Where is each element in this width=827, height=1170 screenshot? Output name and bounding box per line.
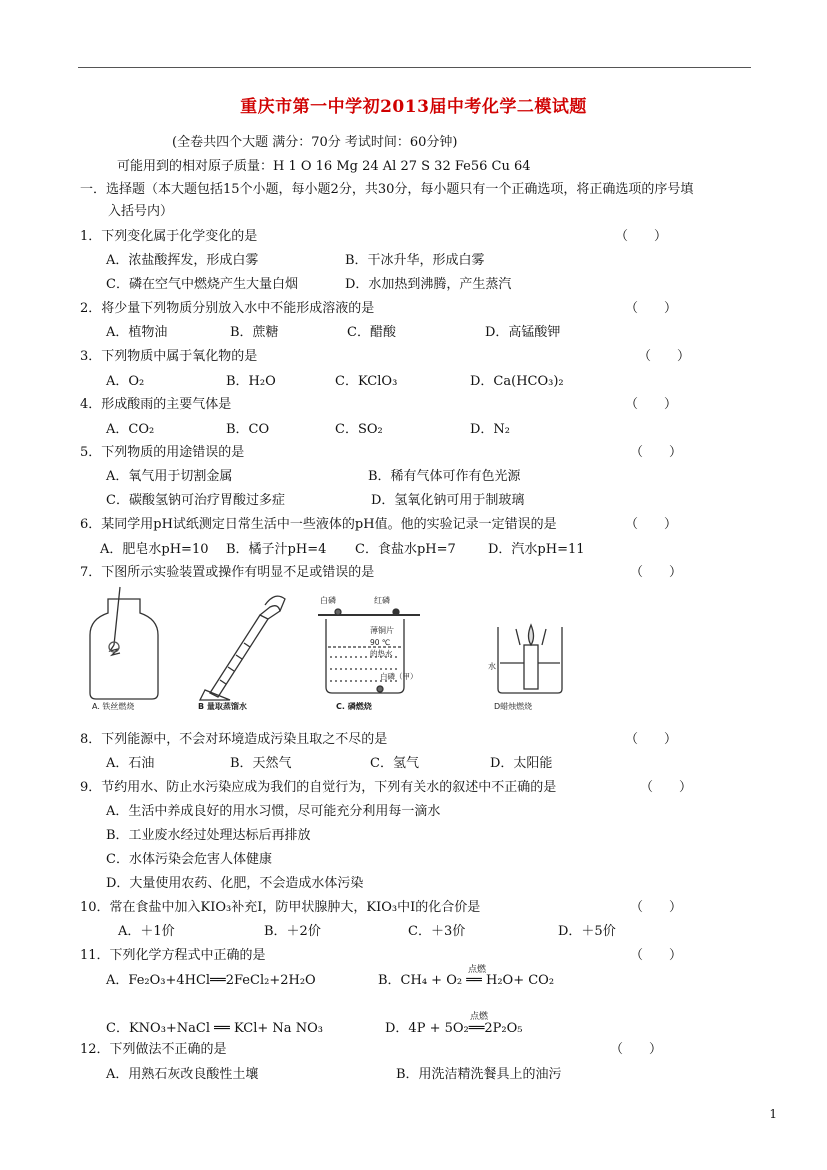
answer-paren: （ ） (625, 301, 678, 316)
hot-water-label: 的热水 (370, 649, 393, 658)
q3-option-d: D．Ca(HCO₃)₂ (470, 374, 564, 389)
question-11-stem: 11．下列化学方程式中正确的是 (80, 948, 266, 963)
q6-option-c: C．食盐水pH=7 (355, 542, 456, 557)
q5-option-b: B．稀有气体可作有色光源 (368, 469, 521, 484)
q9-option-b: B．工业废水经过处理达标后再排放 (106, 828, 311, 843)
q6-option-d: D．汽水pH=11 (488, 542, 585, 557)
figure-a-bottle (90, 587, 158, 699)
page-number: 1 (769, 1107, 777, 1121)
question-2-stem: 2．将少量下列物质分别放入水中不能形成溶液的是 (80, 301, 375, 316)
q11-b-condition: 点燃 (468, 965, 487, 975)
white-phosphorus-jia-label: 白磷（甲） (380, 672, 418, 681)
q11-d-condition: 点燃 (470, 1012, 489, 1022)
q10-option-b: B．＋2价 (264, 924, 321, 939)
q9-option-c: C．水体污染会危害人体健康 (106, 852, 272, 867)
q1-option-b: B．干冰升华，形成白雾 (345, 253, 485, 268)
question-3-stem: 3．下列物质中属于氧化物的是 (80, 349, 258, 364)
q6-option-a: A．肥皂水pH=10 (100, 542, 209, 557)
question-5-stem: 5．下列物质的用途错误的是 (80, 445, 245, 460)
water-label: 水 (488, 662, 496, 671)
page-title: 重庆市第一中学初2013届中考化学二模试题 (240, 97, 587, 117)
q3-option-b: B．H₂O (226, 374, 276, 389)
q11-option-a: A．Fe₂O₃+4HCl══2FeCl₂+2H₂O (106, 973, 316, 988)
answer-paren: （ ） (615, 229, 668, 244)
figure-c-label: C. 磷燃烧 (336, 702, 372, 711)
question-6-stem: 6．某同学用pH试纸测定日常生活中一些液体的pH值。他的实验记录一定错误的是 (80, 517, 557, 532)
section-heading: 一．选择题（本大题包括15个小题，每小题2分，共30分，每小题只有一个正确选项，将正确选项的序号填 (80, 182, 694, 197)
section-heading-cont: 入括号内） (108, 204, 174, 219)
answer-paren: （ ） (625, 732, 678, 747)
white-phosphorus-label: 白磷 (320, 596, 336, 605)
figure-d-label: D蜡烛燃烧 (494, 702, 533, 711)
q4-option-b: B．CO (226, 422, 270, 437)
answer-paren: （ ） (630, 445, 683, 460)
answer-paren: （ ） (638, 349, 691, 364)
q2-option-b: B．蔗糖 (230, 325, 279, 340)
q5-option-a: A．氧气用于切割金属 (106, 469, 233, 484)
figure-b-label: B 量取蒸馏水 (198, 702, 247, 711)
q8-option-b: B．天然气 (230, 756, 292, 771)
answer-paren: （ ） (625, 517, 678, 532)
q10-option-c: C．＋3价 (408, 924, 466, 939)
question-7-stem: 7．下图所示实验装置或操作有明显不足或错误的是 (80, 565, 375, 580)
q8-option-d: D．太阳能 (490, 756, 553, 771)
red-phosphorus-label: 红磷 (374, 596, 390, 605)
q10-option-d: D．＋5价 (558, 924, 616, 939)
figure-d-beaker (498, 625, 562, 693)
copper-sheet-label: 薄铜片 (370, 626, 394, 635)
q9-option-a: A．生活中养成良好的用水习惯，尽可能充分利用每一滴水 (106, 804, 441, 819)
q11-option-b: B．CH₄ + O₂ ══ H₂O+ CO₂ (378, 973, 555, 988)
question-8-stem: 8．下列能源中，不会对环境造成污染且取之不尽的是 (80, 732, 388, 747)
q5-option-c: C．碳酸氢钠可治疗胃酸过多症 (106, 493, 285, 508)
q11-option-c: C．KNO₃+NaCl ══ KCl+ Na NO₃ (106, 1021, 323, 1036)
answer-paren: （ ） (640, 780, 693, 795)
q10-option-a: A．＋1价 (118, 924, 175, 939)
q4-option-a: A．CO₂ (106, 422, 155, 437)
figure-b-cylinder (200, 596, 285, 700)
q6-option-b: B．橘子汁pH=4 (226, 542, 327, 557)
q1-option-c: C．磷在空气中燃烧产生大量白烟 (106, 277, 298, 292)
q3-option-a: A．O₂ (106, 374, 145, 389)
atomic-masses: 可能用到的相对原子质量：H 1 O 16 Mg 24 Al 27 S 32 Fe56 Cu 64 (117, 159, 531, 174)
q2-option-c: C．醋酸 (347, 325, 396, 340)
figure-a-label: A. 铁丝燃烧 (92, 702, 135, 711)
q8-option-a: A．石油 (106, 756, 155, 771)
question-10-stem: 10．常在食盐中加入KIO₃补充I，防甲状腺肿大，KIO₃中I的化合价是 (80, 900, 481, 915)
q11-option-d: D．4P + 5O₂══2P₂O₅ (385, 1021, 523, 1036)
answer-paren: （ ） (625, 397, 678, 412)
answer-paren: （ ） (630, 948, 683, 963)
answer-paren: （ ） (630, 900, 683, 915)
experiment-figure (80, 585, 620, 715)
answer-paren: （ ） (630, 565, 683, 580)
q8-option-c: C．氢气 (370, 756, 419, 771)
question-1-stem: 1．下列变化属于化学变化的是 (80, 229, 258, 244)
temperature-label: 90 ℃ (370, 638, 391, 647)
question-9-stem: 9．节约用水、防止水污染应成为我们的自觉行为，下列有关水的叙述中不正确的是 (80, 780, 557, 795)
exam-info: (全卷共四个大题 满分：70分 考试时间：60分钟) (172, 135, 458, 150)
q12-option-a: A．用熟石灰改良酸性土壤 (106, 1067, 259, 1082)
q3-option-c: C．KClO₃ (335, 374, 398, 389)
question-4-stem: 4．形成酸雨的主要气体是 (80, 397, 232, 412)
q1-option-a: A．浓盐酸挥发，形成白雾 (106, 253, 259, 268)
q12-option-b: B．用洗洁精洗餐具上的油污 (396, 1067, 562, 1082)
q4-option-d: D．N₂ (470, 422, 511, 437)
answer-paren: （ ） (610, 1042, 663, 1057)
q4-option-c: C．SO₂ (335, 422, 383, 437)
q2-option-d: D．高锰酸钾 (485, 325, 561, 340)
q5-option-d: D．氢氧化钠可用于制玻璃 (371, 493, 525, 508)
q9-option-d: D．大量使用农药、化肥，不会造成水体污染 (106, 876, 364, 891)
question-12-stem: 12．下列做法不正确的是 (80, 1042, 227, 1057)
header-rule (78, 67, 751, 68)
q1-option-d: D．水加热到沸腾，产生蒸汽 (345, 277, 512, 292)
q2-option-a: A．植物油 (106, 325, 168, 340)
